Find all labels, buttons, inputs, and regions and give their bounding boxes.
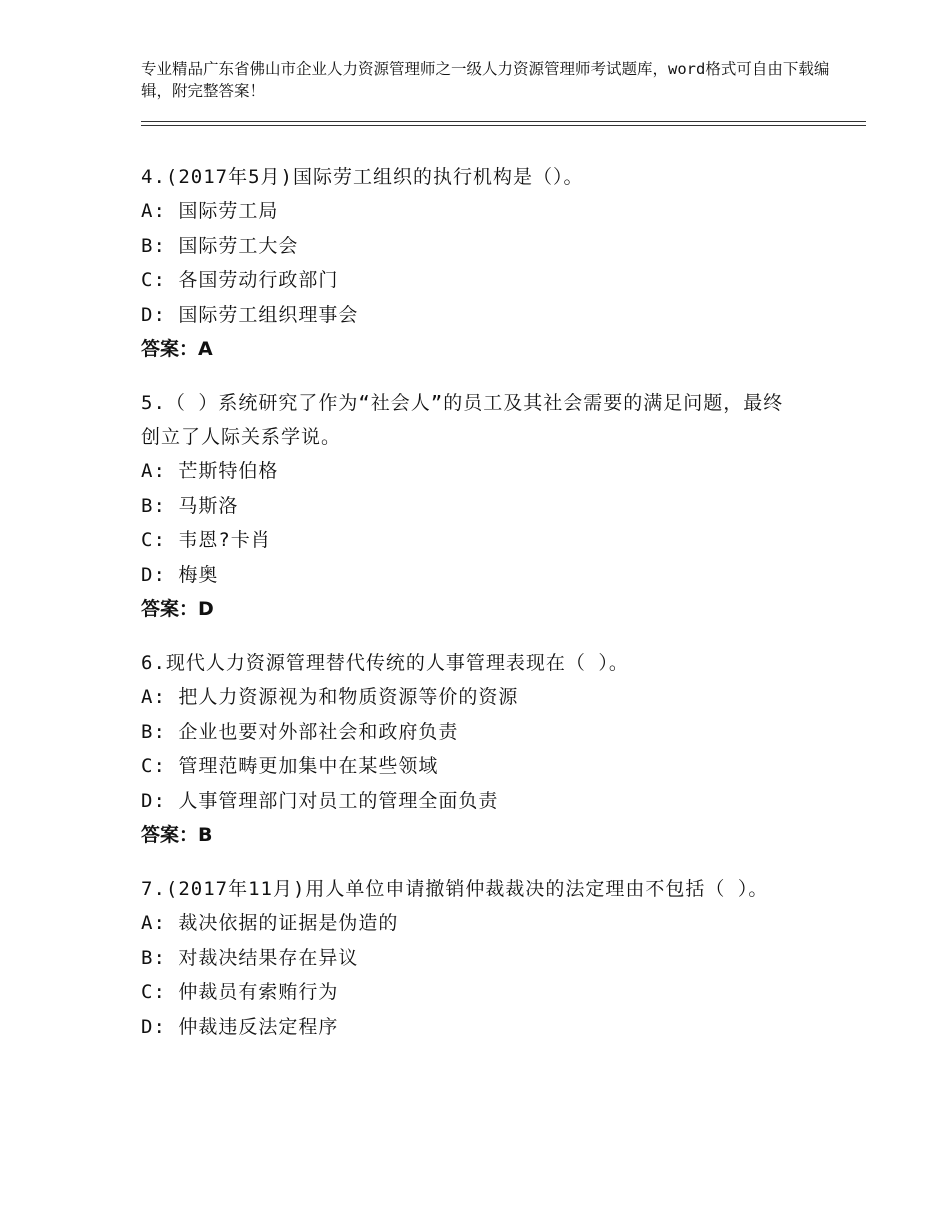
- option-d: D: 国际劳工组织理事会: [141, 303, 359, 326]
- option-b: B: 对裁决结果存在异议: [141, 946, 359, 969]
- option-a: A: 国际劳工局: [141, 200, 279, 222]
- option-d: D: 人事管理部门对员工的管理全面负责: [141, 789, 499, 812]
- answer: 答案：D: [141, 598, 214, 620]
- option-c: C: 管理范畴更加集中在某些领域: [141, 755, 439, 777]
- answer: 答案：B: [141, 824, 213, 846]
- question-6: [141, 646, 801, 852]
- question-list: [141, 160, 801, 1064]
- option-a: A: 芒斯特伯格: [141, 460, 279, 482]
- question-text: 7.(2017年11月)用人单位申请撤销仲裁裁决的法定理由不包括（ ）。: [141, 878, 769, 900]
- option-a: A: 裁决依据的证据是伪造的: [141, 912, 399, 934]
- option-b: B: 马斯洛: [141, 494, 239, 517]
- option-c: C: 韦恩?卡肖: [141, 529, 271, 551]
- question-5: [141, 386, 801, 626]
- question-text: 5.（ ）系统研究了作为“社会人”的员工及其社会需要的满足问题，最终创立了人际关系学说。: [141, 392, 784, 448]
- option-b: B: 企业也要对外部社会和政府负责: [141, 720, 459, 743]
- header-rule-bottom: [141, 125, 866, 126]
- answer: 答案：A: [141, 338, 213, 360]
- option-d: D: 梅奥: [141, 563, 219, 586]
- question-text: 4.(2017年5月)国际劳工组织的执行机构是（）。: [141, 166, 584, 188]
- header-rule-top: [141, 121, 866, 122]
- option-a: A: 把人力资源视为和物质资源等价的资源: [141, 686, 519, 708]
- option-c: C: 仲裁员有索贿行为: [141, 981, 339, 1003]
- question-text: 6.现代人力资源管理替代传统的人事管理表现在（ ）。: [141, 652, 629, 674]
- option-b: B: 国际劳工大会: [141, 234, 299, 257]
- document-header: 专业精品广东省佛山市企业人力资源管理师之一级人力资源管理师考试题库，word格式可自由下载编辑，附完整答案！: [141, 60, 830, 100]
- question-4: [141, 160, 801, 366]
- option-c: C: 各国劳动行政部门: [141, 269, 339, 291]
- option-d: D: 仲裁违反法定程序: [141, 1015, 339, 1038]
- question-7: [141, 872, 801, 1044]
